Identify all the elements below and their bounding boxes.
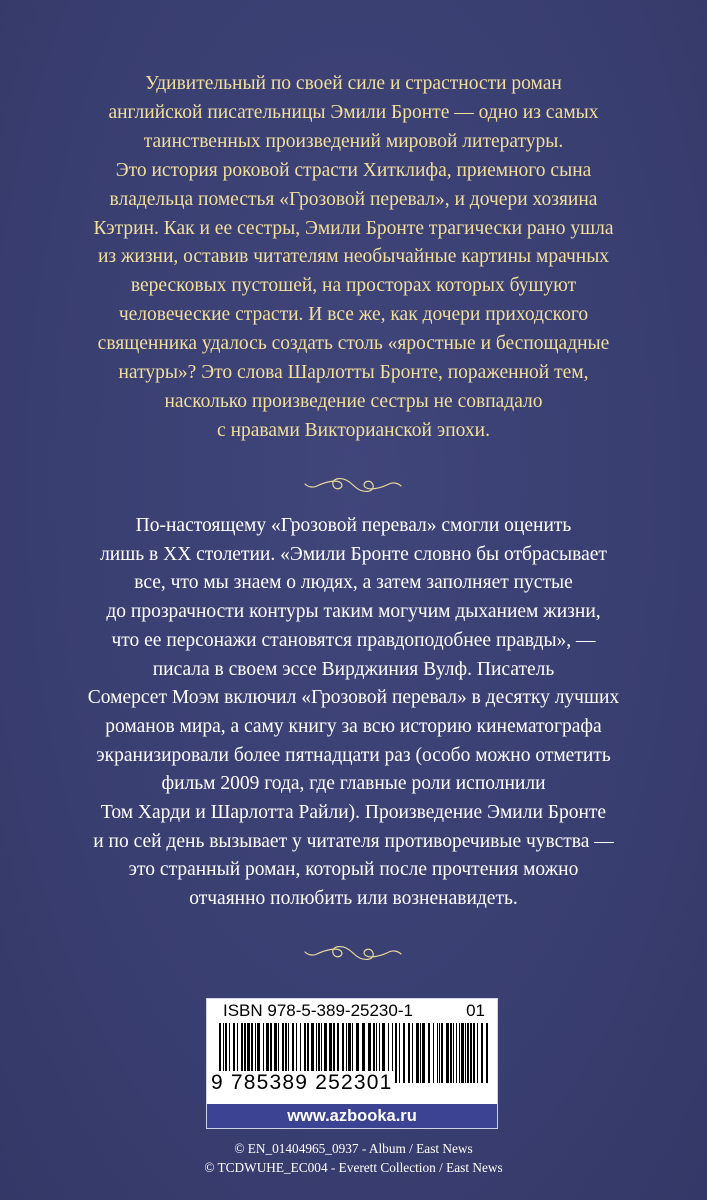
barcode-bar xyxy=(439,1023,440,1083)
text-line: из жизни, оставив читателям необычайные картины мрачных xyxy=(97,246,610,268)
isbn-barcode-block xyxy=(206,998,498,1129)
barcode-bar xyxy=(416,1023,419,1083)
text-line: что ее персонажи становятся правдоподобнее правды», — xyxy=(111,629,596,651)
barcode-bar xyxy=(456,1023,457,1083)
publisher-website: www.azbooka.ru xyxy=(207,1104,497,1128)
flourish-divider-icon xyxy=(303,470,403,500)
text-line: Сомерсет Моэм включил «Грозовой перевал» в десятку лучших xyxy=(87,687,620,709)
text-line: По-настоящему «Грозовой перевал» смогли оценить xyxy=(135,515,572,536)
text-line: насколько произведение сестры не совпадало xyxy=(164,390,543,412)
barcode-bar xyxy=(437,1023,438,1083)
barcode-bar xyxy=(433,1023,434,1083)
barcode-bar xyxy=(395,1023,397,1083)
issue-code: 01 xyxy=(466,1001,485,1020)
barcode-bar xyxy=(473,1023,475,1083)
barcode-digits: 9 785389 252301 xyxy=(211,1071,393,1094)
text-line: с нравами Викторианской эпохи. xyxy=(217,419,490,441)
text-line: лишь в XX столетии. «Эмили Бронте словно бы отбрасывает xyxy=(100,543,607,565)
barcode-bar xyxy=(399,1023,400,1083)
barcode-bar xyxy=(441,1023,443,1083)
barcode-bar xyxy=(408,1023,410,1083)
text-line: английской писательницы Эмили Бронте — одно из самых xyxy=(108,101,599,123)
text-line: фильм 2009 года, где главные роли исполнили xyxy=(161,773,546,795)
text-line: это странный роман, который после прочтения можно xyxy=(128,859,579,881)
credit-line: © EN_01404965_0937 - Album / East News xyxy=(234,1141,473,1156)
barcode-bar xyxy=(412,1023,413,1083)
text-line: Удивительный по своей силе и страстности роман xyxy=(145,73,562,94)
barcode-bar xyxy=(467,1023,469,1083)
barcode-bar xyxy=(465,1023,466,1083)
text-line: натуры»? Это слова Шарлотты Бронте, пораженной тем, xyxy=(118,362,589,384)
barcode-bar xyxy=(470,1023,472,1083)
barcode-bar xyxy=(477,1023,478,1083)
barcode-bar xyxy=(459,1023,460,1083)
credit-line: © TCDWUHE_EC004 - Everett Collection / East News xyxy=(204,1159,503,1175)
text-line: отчаянно полюбить или возненавидеть. xyxy=(189,888,518,910)
description-paragraph-1 xyxy=(40,70,667,446)
text-line: экранизировали более пятнадцати раз (особо можно отметить xyxy=(96,744,611,766)
barcode-bar xyxy=(446,1023,449,1083)
isbn-label-row xyxy=(223,1001,485,1021)
barcode-bar xyxy=(461,1023,464,1083)
flourish-divider-icon xyxy=(303,938,403,968)
text-line: романов мира, а саму книгу за всю историю кинематографа xyxy=(105,715,602,737)
text-line: Это история роковой страсти Хитклифа, приемного сына xyxy=(115,159,592,181)
text-line: священника удалось создать столь «яростные и беспощадные xyxy=(97,333,610,355)
text-line: и по сей день вызывает у читателя противоречивые чувства — xyxy=(93,830,614,852)
barcode-bar xyxy=(422,1023,425,1083)
barcode-bar xyxy=(403,1023,405,1083)
text-line: Кэтрин. Как и ее сестры, Эмили Бронте трагически рано ушла xyxy=(93,217,614,239)
barcode-bar xyxy=(420,1023,421,1083)
isbn-label: ISBN 978-5-389-25230-1 xyxy=(223,1001,413,1020)
text-line: до прозрачности контуры таким могучим дыханием жизни, xyxy=(106,601,601,623)
text-line: человеческие страсти. И все же, как дочери приходского xyxy=(118,304,589,326)
barcode-bar xyxy=(428,1023,430,1083)
text-line: Том Харди и Шарлотта Райли). Произведение Эмили Бронте xyxy=(100,802,607,824)
text-line: таинственных произведений мировой литературы. xyxy=(143,130,564,152)
text-line: все, что мы знаем о людях, а затем заполняет пустые xyxy=(134,572,573,594)
text-line: вересковых пустошей, на просторах которых бушуют xyxy=(130,275,577,297)
barcode-bar xyxy=(486,1023,488,1083)
text-line: писала в своем эссе Вирджиния Вулф. Писатель xyxy=(152,658,555,680)
barcode-bar xyxy=(481,1023,483,1083)
barcode-bar xyxy=(450,1023,452,1083)
text-line: владельца поместья «Грозовой перевал», и дочери хозяина xyxy=(109,188,598,210)
photo-credits xyxy=(0,1140,707,1177)
barcode-bar xyxy=(453,1023,454,1083)
description-paragraph-2 xyxy=(40,512,667,914)
